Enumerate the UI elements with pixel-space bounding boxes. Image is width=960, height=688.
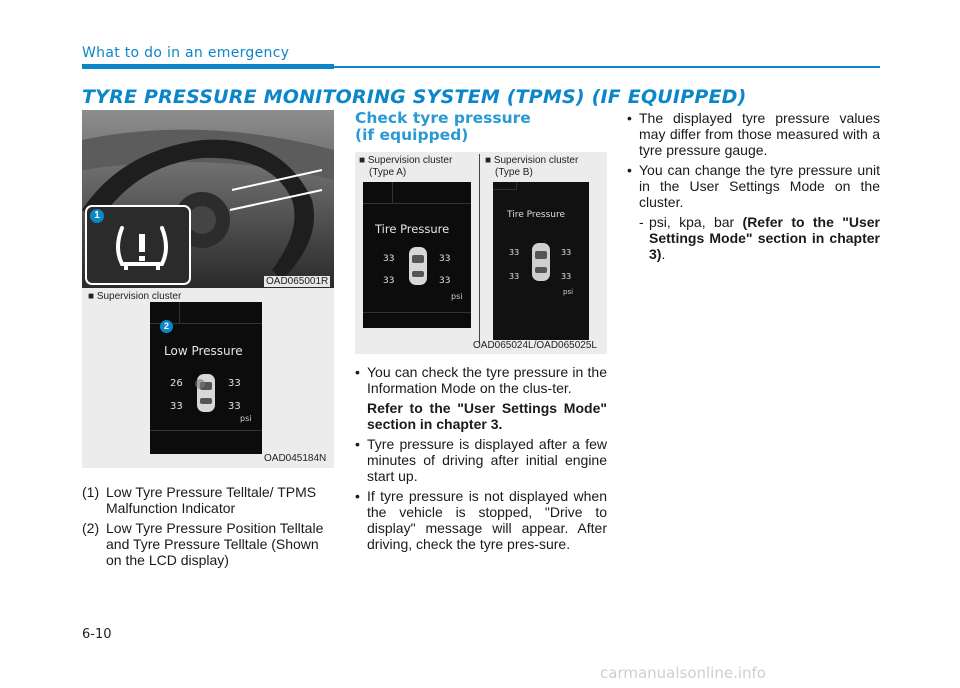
car-top-icon: [194, 372, 218, 414]
list-number: (2): [82, 520, 100, 536]
header-bar: [82, 64, 334, 69]
lcd-title: Low Pressure: [164, 344, 243, 358]
lcd-bottom-bar: [363, 312, 471, 313]
list-item: [355, 436, 607, 484]
pressure-notes: [627, 110, 880, 262]
check-pressure-bullets: [355, 364, 607, 556]
tyre-rear-right: 33: [228, 401, 241, 412]
header-rule: [334, 66, 880, 68]
bullet-note: Refer to the "User Settings Mode" section in chapter 3.: [367, 400, 607, 432]
lcd-display-type-a: [363, 182, 471, 328]
bullet-dot: •: [355, 364, 360, 380]
bullet-dot: •: [355, 488, 360, 504]
list-item: [355, 488, 607, 552]
list-item: [355, 364, 607, 432]
tire-pressure-figure: [355, 152, 607, 354]
lcd-title: Tire Pressure: [507, 210, 566, 220]
lcd-bottom-bar: [150, 430, 262, 431]
lcd-title: Tire Pressure: [375, 222, 450, 236]
tyre-rear-left: 33: [509, 272, 520, 281]
type-b-label-line2: (Type B): [495, 167, 533, 178]
unit-list: psi, kpa, bar: [649, 214, 743, 230]
figure-code: OAD065024L/OAD065025L: [473, 340, 597, 351]
figure-divider: [479, 154, 480, 344]
list-item: [627, 162, 880, 210]
supervision-cluster-figure: [82, 288, 334, 468]
list-item: [82, 520, 334, 568]
list-item: [82, 484, 334, 516]
subsection-title-line1: Check tyre pressure: [355, 109, 531, 127]
type-b-label: [485, 155, 578, 179]
lcd-display-type-b: [493, 182, 589, 340]
section-title: What to do in an emergency: [82, 45, 290, 61]
list-text: Low Tyre Pressure Position Telltale and Tyre Pressure Telltale (Shown on the LCD display): [106, 520, 324, 568]
page-title: TYRE PRESSURE MONITORING SYSTEM (TPMS) (IF EQUIPPED): [82, 86, 747, 108]
sub-dash: -: [639, 214, 644, 230]
tyre-rear-right: 33: [561, 272, 572, 281]
chapter-reference: (Refer to the "User Settings Mode" section in chapter 3): [649, 214, 881, 262]
bullet-text: Tyre pressure is displayed after a few minutes of driving after initial engine start up.: [367, 436, 607, 484]
subsection-title-line2: (if equipped): [355, 126, 469, 144]
tpms-telltale-icon: [112, 222, 172, 274]
sub-end: .: [661, 246, 666, 262]
sub-text: [649, 214, 880, 262]
tyre-rear-left: 33: [383, 276, 395, 286]
bullet-dot: •: [627, 162, 632, 178]
type-a-label: [359, 155, 452, 179]
tyre-front-right: 33: [561, 248, 572, 257]
bullet-text: You can change the tyre pressure unit in the User Settings Mode on the cluster.: [639, 162, 880, 210]
tyre-rear-right: 33: [439, 276, 451, 286]
lcd-top-cell: [363, 182, 393, 204]
tyre-front-right: 33: [439, 254, 451, 264]
lcd-display: [150, 302, 262, 454]
car-top-icon: [407, 246, 429, 286]
pressure-unit: psi: [240, 414, 252, 423]
bullet-dot: •: [355, 436, 360, 452]
bullet-text: If tyre pressure is not displayed when the vehicle is stopped, "Drive to display" message will appear. After driving, check the tyre pres-sure.: [367, 488, 607, 552]
tyre-rear-left: 33: [170, 401, 183, 412]
list-number: (1): [82, 484, 100, 500]
list-item: [627, 110, 880, 158]
bullet-dot: •: [627, 110, 632, 126]
pressure-unit: psi: [451, 292, 463, 301]
type-b-label-line1: ■ Supervision cluster: [485, 155, 579, 166]
figure-label: ■ Supervision cluster: [88, 291, 182, 302]
watermark: carmanualsonline.info: [600, 664, 766, 682]
list-text: Low Tyre Pressure Telltale/ TPMS Malfunction Indicator: [106, 484, 317, 516]
tyre-front-right: 33: [228, 378, 241, 389]
bullet-text: The displayed tyre pressure values may differ from those measured with a tyre pressure gauge.: [639, 110, 880, 158]
tyre-front-left: 26: [170, 378, 183, 389]
tyre-front-left: 33: [509, 248, 520, 257]
indicator-list: [82, 484, 334, 572]
type-a-label-line1: ■ Supervision cluster: [359, 155, 453, 166]
lcd-top-cell: [493, 182, 517, 190]
tyre-front-left: 33: [383, 254, 395, 264]
figure-code: OAD065001R: [266, 276, 329, 287]
subsection-title: [355, 110, 531, 144]
figure-code: OAD045184N: [264, 453, 327, 464]
car-top-icon: [531, 242, 551, 282]
telltale-badge-1: 1: [90, 209, 104, 223]
position-badge-2: 2: [160, 320, 173, 333]
sub-item: [627, 214, 880, 262]
type-a-label-line2: (Type A): [369, 167, 407, 178]
bullet-text: You can check the tyre pressure in the Information Mode on the clus-ter.: [367, 364, 607, 396]
dashboard-photo: [82, 110, 334, 288]
pressure-unit: psi: [563, 288, 574, 296]
page-number: 6-10: [82, 627, 112, 642]
